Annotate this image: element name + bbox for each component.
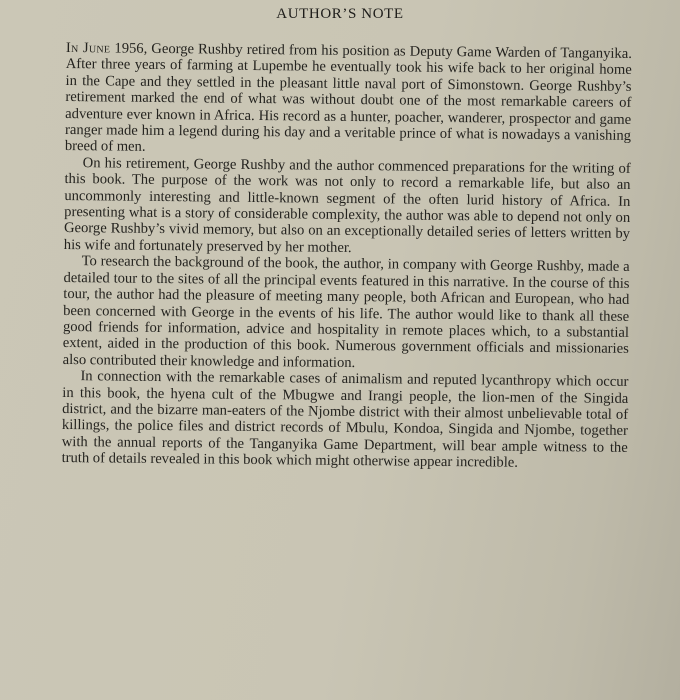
paragraph-2: On his retirement, George Rushby and the author commenced preparations for the writing of this book. The purpose of the work was not only to record a remarkable life, but also an uncommonly interesting and little-known segment of the often lurid history of Africa. In presenting what is a story of considerable complexity, the author was able to depend not only on George Rushby’s vivid memory, but also on an exceptionally detailed series of letters written by his wife and fortunately preserved by her mother. [63, 155, 631, 256]
paragraph-1-text: 1956, George Rushby retired from his position as Deputy Game Warden of Tanganyika. After three years of farming at Lupembe he eventually took his wife back to her original home in the Cape and they settled in the pleasant little naval port of Simonstown. George Rushby’s retirement marked the end of what was without doubt one of the most remarkable careers of adventure ever known in Africa. His record as a hunter, poacher, wanderer, prospector and game ranger made him a legend during his day and a veritable prince of what is nowadays a vanishing breed of men. [64, 40, 632, 156]
note-body [62, 40, 632, 472]
page-title: AUTHOR’S NOTE [276, 6, 404, 22]
paragraph-1-lead-in: In June [65, 40, 111, 57]
paragraph-3: To research the background of the book, the author, in company with George Rushby, made a detailed tour to the sites of all the principal events featured in this narrative. In the course of this tour, the author had the pleasure of meeting many people, both African and European, who had been concerned with George in the events of his life. The author would like to thank all these good friends for information, advice and hospitality in remote places which, to a substantial extent, aided in the production of this book. Numerous government officials and missionaries also contributed their knowledge and information. [62, 253, 630, 371]
paragraph-4: In connection with the remarkable cases of animalism and reputed lycanthropy which occur in this book, the hyena cult of the Mbugwe and Irangi people, the lion-men of the Singida district, and the bizarre man-eaters of the Njombe district with their almost unbelievable total of killings, the police files and district records of Mbulu, Kondoa, Singida and Njombe, together with the annual reports of the Tanganyika Game Department, will bear ample witness to the truth of details revealed in this book which might otherwise appear incredible. [61, 368, 629, 471]
paragraph-1 [65, 40, 632, 161]
